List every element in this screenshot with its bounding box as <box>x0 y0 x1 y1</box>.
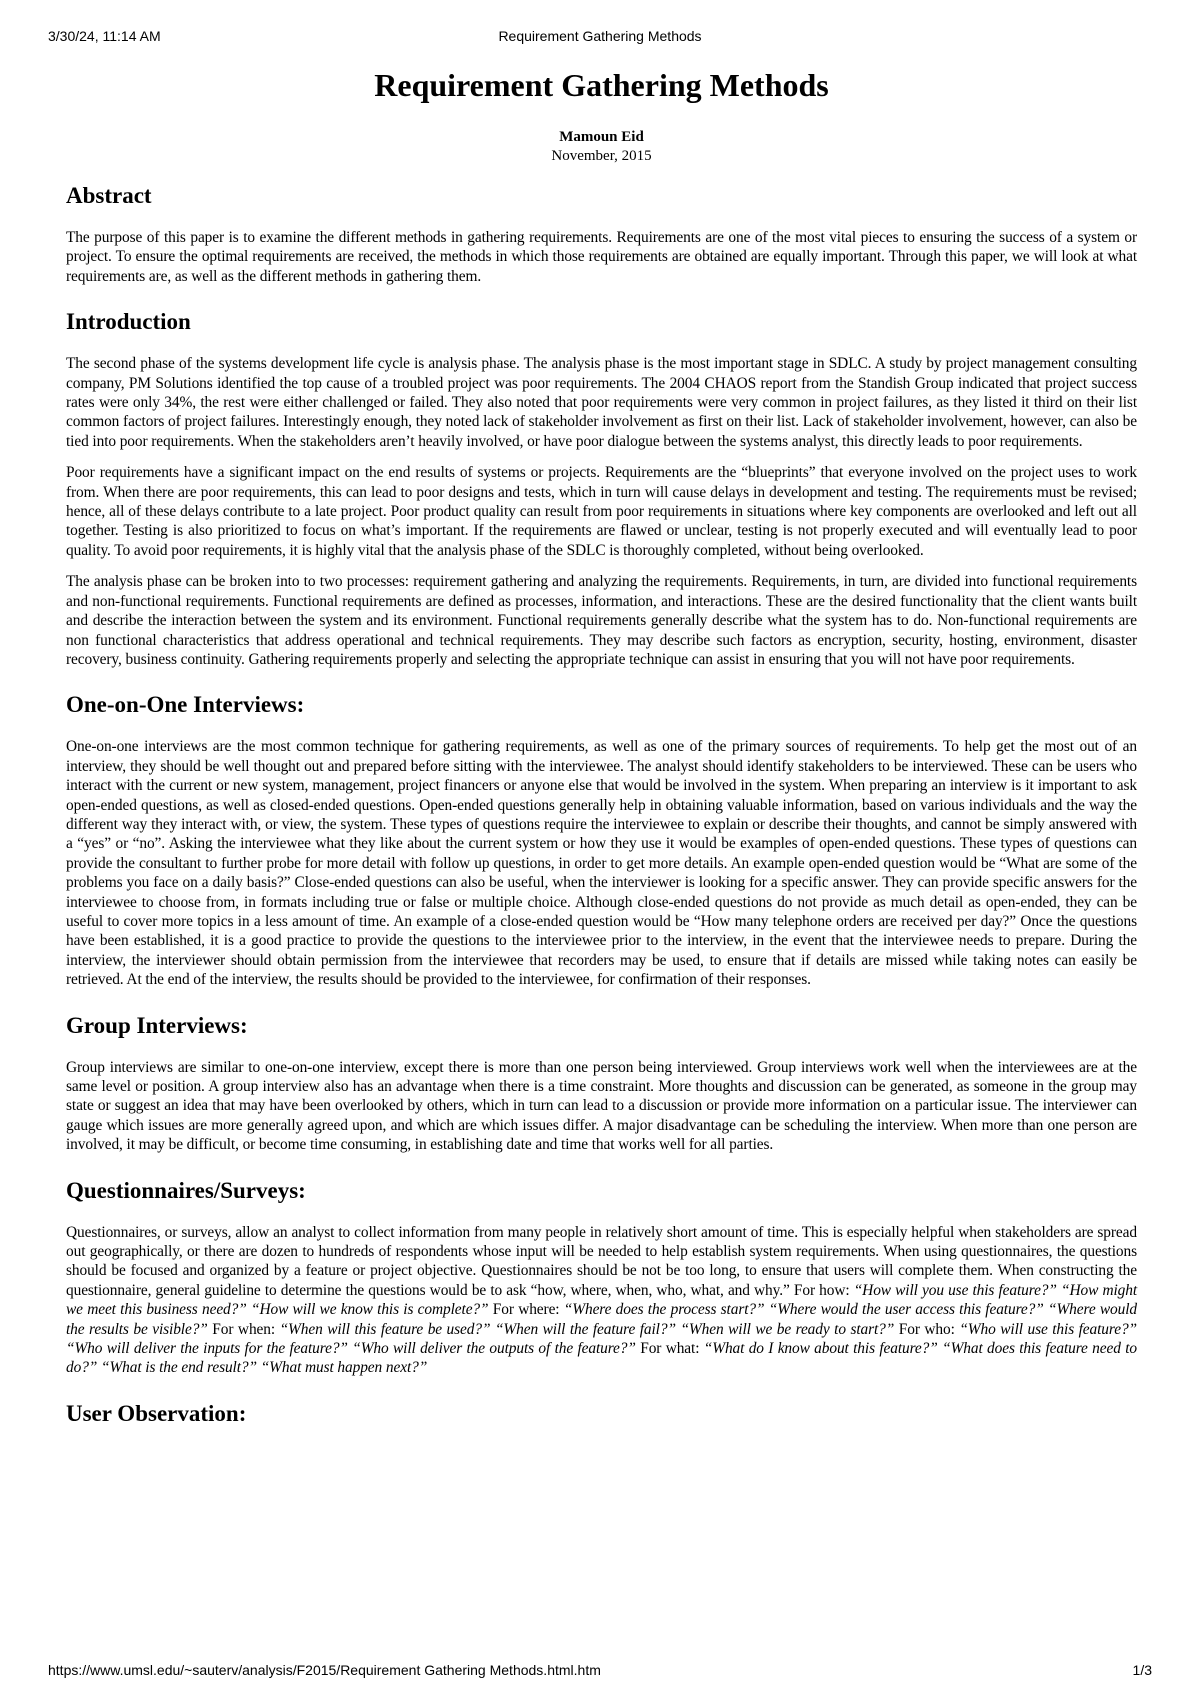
how-questions: “How will you use this feature?” “How might we meet this business need?” “How will we know this is complete?” <box>66 1281 1137 1319</box>
questionnaires-paragraph <box>66 1223 1137 1378</box>
abstract-heading: Abstract <box>66 183 152 208</box>
what-label: For what: <box>635 1340 704 1358</box>
print-page-title: Requirement Gathering Methods <box>498 28 702 44</box>
abstract-section <box>66 182 1137 286</box>
publication-date: November, 2015 <box>551 148 652 164</box>
one-on-one-paragraph: One-on-one interviews are the most common technique for gathering requirements, as well as one of the primary sources of requirements. To help get the most out of an interview, they should be well thought out and prepared before sitting with the interviewee. The analyst should identify stakeholders to be interviewed. These can be users who interact with the current or new system, management, project financers or anyone else that would be involved in the system. When preparing an interview is it important to ask open-ended questions, as well as closed-ended questions. Open-ended questions generally help in obtaining valuable information, based on various individuals and the way the different way they interact with, or view, the system. These types of questions require the interviewee to explain or describe their thoughts, and cannot be simply answered with a “yes” or “no”. Asking the interviewee what they like about the current system or how they use it would be examples of open-ended questions. These types of questions can provide the consultant to further probe for more detail with follow up questions, in order to get more details. An example open-ended question would be “What are some of the problems you face on a daily basis?” Close-ended questions can also be useful, when the interviewer is looking for a specific answer. They can provide specific answers for the interviewee to choose from, in formats including true or false or multiple choice. Although close-ended questions do not provide as much detail as open-ended, they can be useful to cover more topics in a less amount of time. An example of a close-ended question would be “How many telephone orders are received per day?” Once the questions have been established, it is a good practice to provide the questions to the interviewee prior to the interview, in the event that the interviewee needs to prepare. During the interview, the interviewer should obtain permission from the interviewee that recorders may be used, to ensure that if details are missed while taking notes can easily be retrieved. At the end of the interview, the results should be provided to the interviewee, for confirmation of their responses. <box>66 738 1137 989</box>
group-interviews-heading: Group Interviews: <box>66 1012 248 1038</box>
author-name: Mamoun Eid <box>559 129 644 145</box>
print-timestamp: 3/30/24, 11:14 AM <box>48 28 161 44</box>
group-interviews-section <box>66 1012 1137 1155</box>
user-observation-heading: User Observation: <box>66 1400 247 1426</box>
where-label: For where: <box>488 1301 564 1319</box>
introduction-heading: Introduction <box>66 309 191 335</box>
print-header <box>48 28 1152 46</box>
questionnaires-section <box>66 1177 1137 1378</box>
print-footer <box>48 1662 1152 1680</box>
introduction-paragraph-2: Poor requirements have a significant impact on the end results of systems or projects. Requirements are the “blueprints” that everyone involved on the project uses to work from. When there are poor requirements, this can lead to poor designs and tests, which in turn will cause delays in development and testing. The requirements must be revised; hence, all of these delays contribute to a late project. Poor product quality can result from poor requirements in situations where key components are overlooked and left out all together. Testing is also prioritized to focus on what’s important. If the requirements are flawed or unclear, testing is not properly executed and will eventually lead to poor quality. To avoid poor requirements, it is highly vital that the analysis phase of the SDLC is thoroughly completed, without being overlooked. <box>66 464 1137 559</box>
one-on-one-heading: One-on-One Interviews: <box>66 692 305 718</box>
document-title: Requirement Gathering Methods <box>374 67 829 103</box>
where-questions: “Where does the process start?” “Where would the user access this feature?” “Where would the results be visible?” <box>66 1301 1137 1338</box>
questionnaires-intro: Questionnaires, or surveys, allow an analyst to collect information from many people in relatively short amount of time. This is especially helpful when stakeholders are spread out geographically, or there are dozen to hundreds of respondents whose input will be needed to help establish system requirements. When using questionnaires, the questions should be focused and organized by a feature or project objective. Questionnaires should be not be too long, to ensure that users will complete them. When constructing the questionnaire, general guideline to determine the questions would be to ask “how, where, when, who, what, and why.” For how: <box>66 1223 1137 1299</box>
introduction-paragraph-1: The second phase of the systems development life cycle is analysis phase. The analysis phase is the most important stage in SDLC. A study by project management consulting company, PM Solutions identified the top cause of a troubled project was poor requirements. The 2004 CHAOS report from the Standish Group indicated that project success rates were only 34%, the rest were either challenged or failed. They also noted that poor requirements were very common in project failures, as they listed it third on their list common factors of project failures. Interestingly enough, they noted lack of stakeholder involvement as first on their list. Lack of stakeholder involvement, however, can also be tied into poor requirements. When the stakeholders aren’t heavily involved, or have poor dialogue between the systems analyst, this directly leads to poor requirements. <box>66 355 1137 450</box>
introduction-section <box>66 308 1137 669</box>
group-interviews-paragraph: Group interviews are similar to one-on-one interview, except there is more than one person being interviewed. Group interviews work well when the interviewees are at the same level or position. A group interview also has an advantage when there is a time constraint. More thoughts and discussion can be generated, as someone in the group may state or suggest an idea that may have been overlooked by others, which in turn can lead to a discussion or provide more information on a particular issue. The interviewer can gauge which issues are more generally agreed upon, and which are which issues differ. A major disadvantage can be scheduling the interview. When more than one person are involved, it may be difficult, or become time consuming, in establishing date and time that works well for all parties. <box>66 1058 1137 1154</box>
who-questions: “Who will use this feature?” “Who will deliver the inputs for the feature?” “Who will deliver the outputs of the feature?” <box>66 1320 1137 1358</box>
print-page-number: 1/3 <box>1132 1662 1152 1678</box>
print-url: https://www.umsl.edu/~sauterv/analysis/F2015/Requirement Gathering Methods.html.htm <box>48 1662 601 1678</box>
what-questions: “What do I know about this feature?” “What does this feature need to do?” “What is the end result?” “What must happen next?” <box>66 1340 1137 1377</box>
abstract-paragraph: The purpose of this paper is to examine the different methods in gathering requirements. Requirements are one of the most vital pieces to ensuring the success of a system or project. To ensure the optimal requirements are received, the methods in which those requirements are obtained are equally important. Through this paper, we will look at what requirements are, as well as the different methods in gathering them. <box>66 229 1137 285</box>
one-on-one-interviews-section <box>66 691 1137 989</box>
who-label: For who: <box>894 1320 960 1338</box>
introduction-paragraph-3: The analysis phase can be broken into to two processes: requirement gathering and analyzing the requirements. Requirements, in turn, are divided into functional requirements and non-functional requirements. Functional requirements are defined as processes, information, and interactions. These are the desired functionality that the client wants built and describe the interaction between the system and its environment. Functional requirements generally describe what the system has to do. Non-functional requirements are non functional characteristics that address operational and technical requirements. They may describe such factors as encryption, security, hosting, environment, disaster recovery, business continuity. Gathering requirements properly and selecting the appropriate technique can assist in ensuring that you will not have poor requirements. <box>66 573 1137 668</box>
questionnaires-heading: Questionnaires/Surveys: <box>66 1177 306 1203</box>
when-label: For when: <box>207 1320 280 1338</box>
document-body <box>66 64 1137 1446</box>
when-questions: “When will this feature be used?” “When will the feature fail?” “When will we be ready to start?” <box>279 1320 895 1338</box>
user-observation-section <box>66 1400 1137 1428</box>
